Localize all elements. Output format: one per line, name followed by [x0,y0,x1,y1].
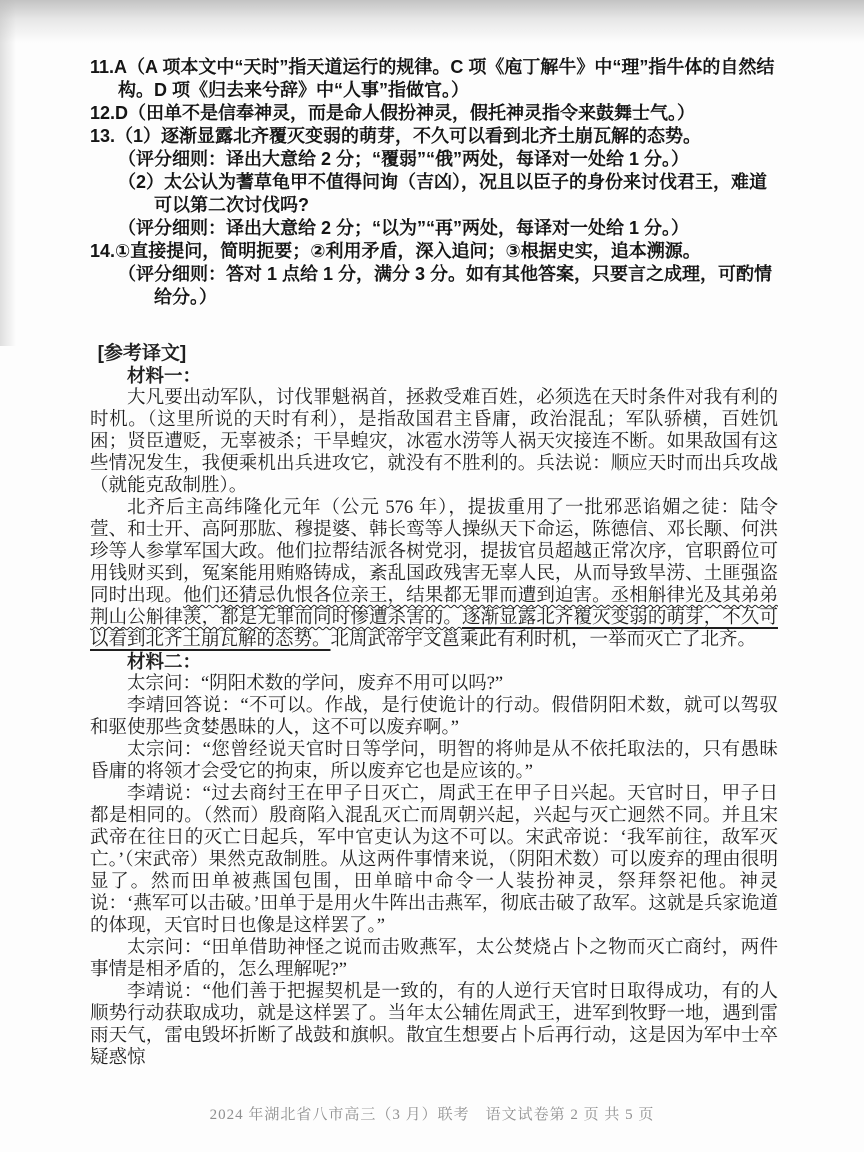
answer-line-14-rubric: （评分细则：答对 1 点给 1 分，满分 3 分。如有其他答案，只要言之成理，可酌情 [118,264,773,284]
answer-line-12d: 12.D（田单不是信奉神灵，而是命人假扮神灵，假托神灵指令来鼓舞士气。） [90,103,696,123]
material2-paragraph-taizong2: 太宗问：“您曾经说天官时日等学问，明智的将帅是从不依托取法的，只有愚昧昏庸的将领才会受它的拘束，所以废弃它也是应该的。” [90,740,778,782]
material2-paragraph-taizong3: 太宗问：“田单借助神怪之说而击败燕军，太公焚烧占卜之物而灭亡商纣，两件事情是相矛盾的，怎么理解呢?” [90,938,778,980]
page-footer: 2024 年湖北省八市高三（3 月）联考 语文试卷第 2 页 共 5 页 [209,1107,655,1123]
answer-line-11a-cont: 构。D 项《归去来兮辞》中“人事”指做官。） [118,80,469,100]
answer-line-14-rubric-cont: 给分。） [154,287,217,307]
answer-line-14: 14.①直接提问，简明扼要；②利用矛盾，深入追问；③根据史实，追本溯源。 [90,241,701,261]
material1-title: 材料一： [127,365,202,386]
material1-p2-plain-text: 北齐后主高纬隆化元年（公元 576 年），提拔重用了一批邪恶谄媚之徒：陆令萱、和士开、高阿那肱、穆提婆、韩长鸾等人操纵天下命运，陈德信、邓长颙、何洪珍等人参掌军国大政。他们拉帮结派各树党羽，提拔官员超越正常次序，官职爵位可用钱财买到，冤案能用贿赂铸成，紊乱国政残害无辜人民，从而导致旱涝、土匪强盗同时出现。 [90,498,778,606]
material2-paragraph-lijing3: 李靖说：“他们善于把握契机是一致的，有的人逆行天官时日取得成功，有的人顺势行动获取成功，就是这样罢了。当年太公辅佐周武王，进军到牧野一地，遇到雷雨天气，雷电毁坏折断了战鼓和旗帜。散宜生想要占卜后再行动，这是因为军中士卒疑惑惊 [90,982,778,1068]
answer-line-13-2: （2）太公认为蓍草龟甲不值得问询（吉凶），况且以臣子的身份来讨伐君王，难道 [118,172,768,192]
material2-paragraph-taizong1: 太宗问：“阴阳术数的学问，废弃不用可以吗?” [127,674,504,694]
material2-title: 材料二： [127,651,202,672]
answer-line-11a: 11.A（A 项本文中“天时”指天道运行的规律。C 项《庖丁解牛》中“理”指牛体的自然结 [90,57,775,77]
material1-paragraph1: 大凡要出动军队，讨伐罪魁祸首，拯救受难百姓，必须选在天时条件对我有利的时机。（这里所说的天时有利），是指敌国君主昏庸，政治混乱；军队骄横，百姓饥困；贤臣遭贬，无辜被杀；干旱蝗灾，冰雹水涝等人祸天灾接连不断。如果敌国有这些情况发生，我便乘机出兵进攻它，就没有不胜利的。兵法说：顺应天时而出兵攻战（就能克敌制胜）。 [90,388,778,496]
reference-translation-section [90,343,778,1069]
reference-translation-heading: [参考译文] [97,343,187,364]
material1-paragraph2 [90,497,778,651]
answer-line-13-2-rubric: （评分细则：译出大意给 2 分；“以为”“再”两处，每译对一处给 1 分。） [118,218,690,238]
material2-paragraph-lijing2: 李靖说：“过去商纣王在甲子日灭亡，周武王在甲子日兴起。天官时日，甲子日都是相同的。（然而）殷商陷入混乱灭亡而周朝兴起，兴起与灭亡迥然不同。并且宋武帝在往日的灭亡日起兵，军中官吏认为这不可以。宋武帝说：‘我军前往，敌军灭亡。’（宋武帝）果然克敌制胜。从这两件事情来说，（阴阳术数）可以废弃的理由很明显了。然而田单被燕国包围，田单暗中命令一人装扮神灵，祭拜祭祀他。神灵说：‘燕军可以击破。’田单于是用火牛阵出击燕军，彻底击破了敌军。这就是兵家诡道的体现，天官时日也像是这样罢了。” [90,784,778,936]
answer-line-13-1-rubric: （评分细则：译出大意给 2 分；“覆弱”“俄”两处，每译对一处给 1 分。） [118,149,690,169]
answer-line-13-1: 13.（1）逐渐显露北齐覆灭变弱的萌芽，不久可以看到北齐土崩瓦解的态势。 [90,126,702,146]
material1-p2-solid-underlined-text: 逐渐显露北齐覆灭变弱的萌芽，不久可以看到北齐土崩瓦解的态势。 [90,608,778,650]
answer-key-section [90,56,778,309]
answer-line-13-2-cont: 可以第二次讨伐吗? [154,195,309,215]
material1-p2-wavy-underlined-text: 他们还猜忌仇恨各位亲王，结果都无罪而遭到迫害。丞相斛律光及其弟弟荆山公斛律羡，都是无罪而同时惨遭杀害的。 [90,586,778,628]
material1-p2-tail-text: 北周武帝宇文邕乘此有利时机，一举而灭亡了北齐。 [330,630,757,650]
material2-paragraph-lijing1: 李靖回答说：“不可以。作战，是行使诡计的行动。假借阴阳术数，就可以驾驭和驱使那些贪婪愚昧的人，这不可以废弃啊。” [90,696,778,738]
